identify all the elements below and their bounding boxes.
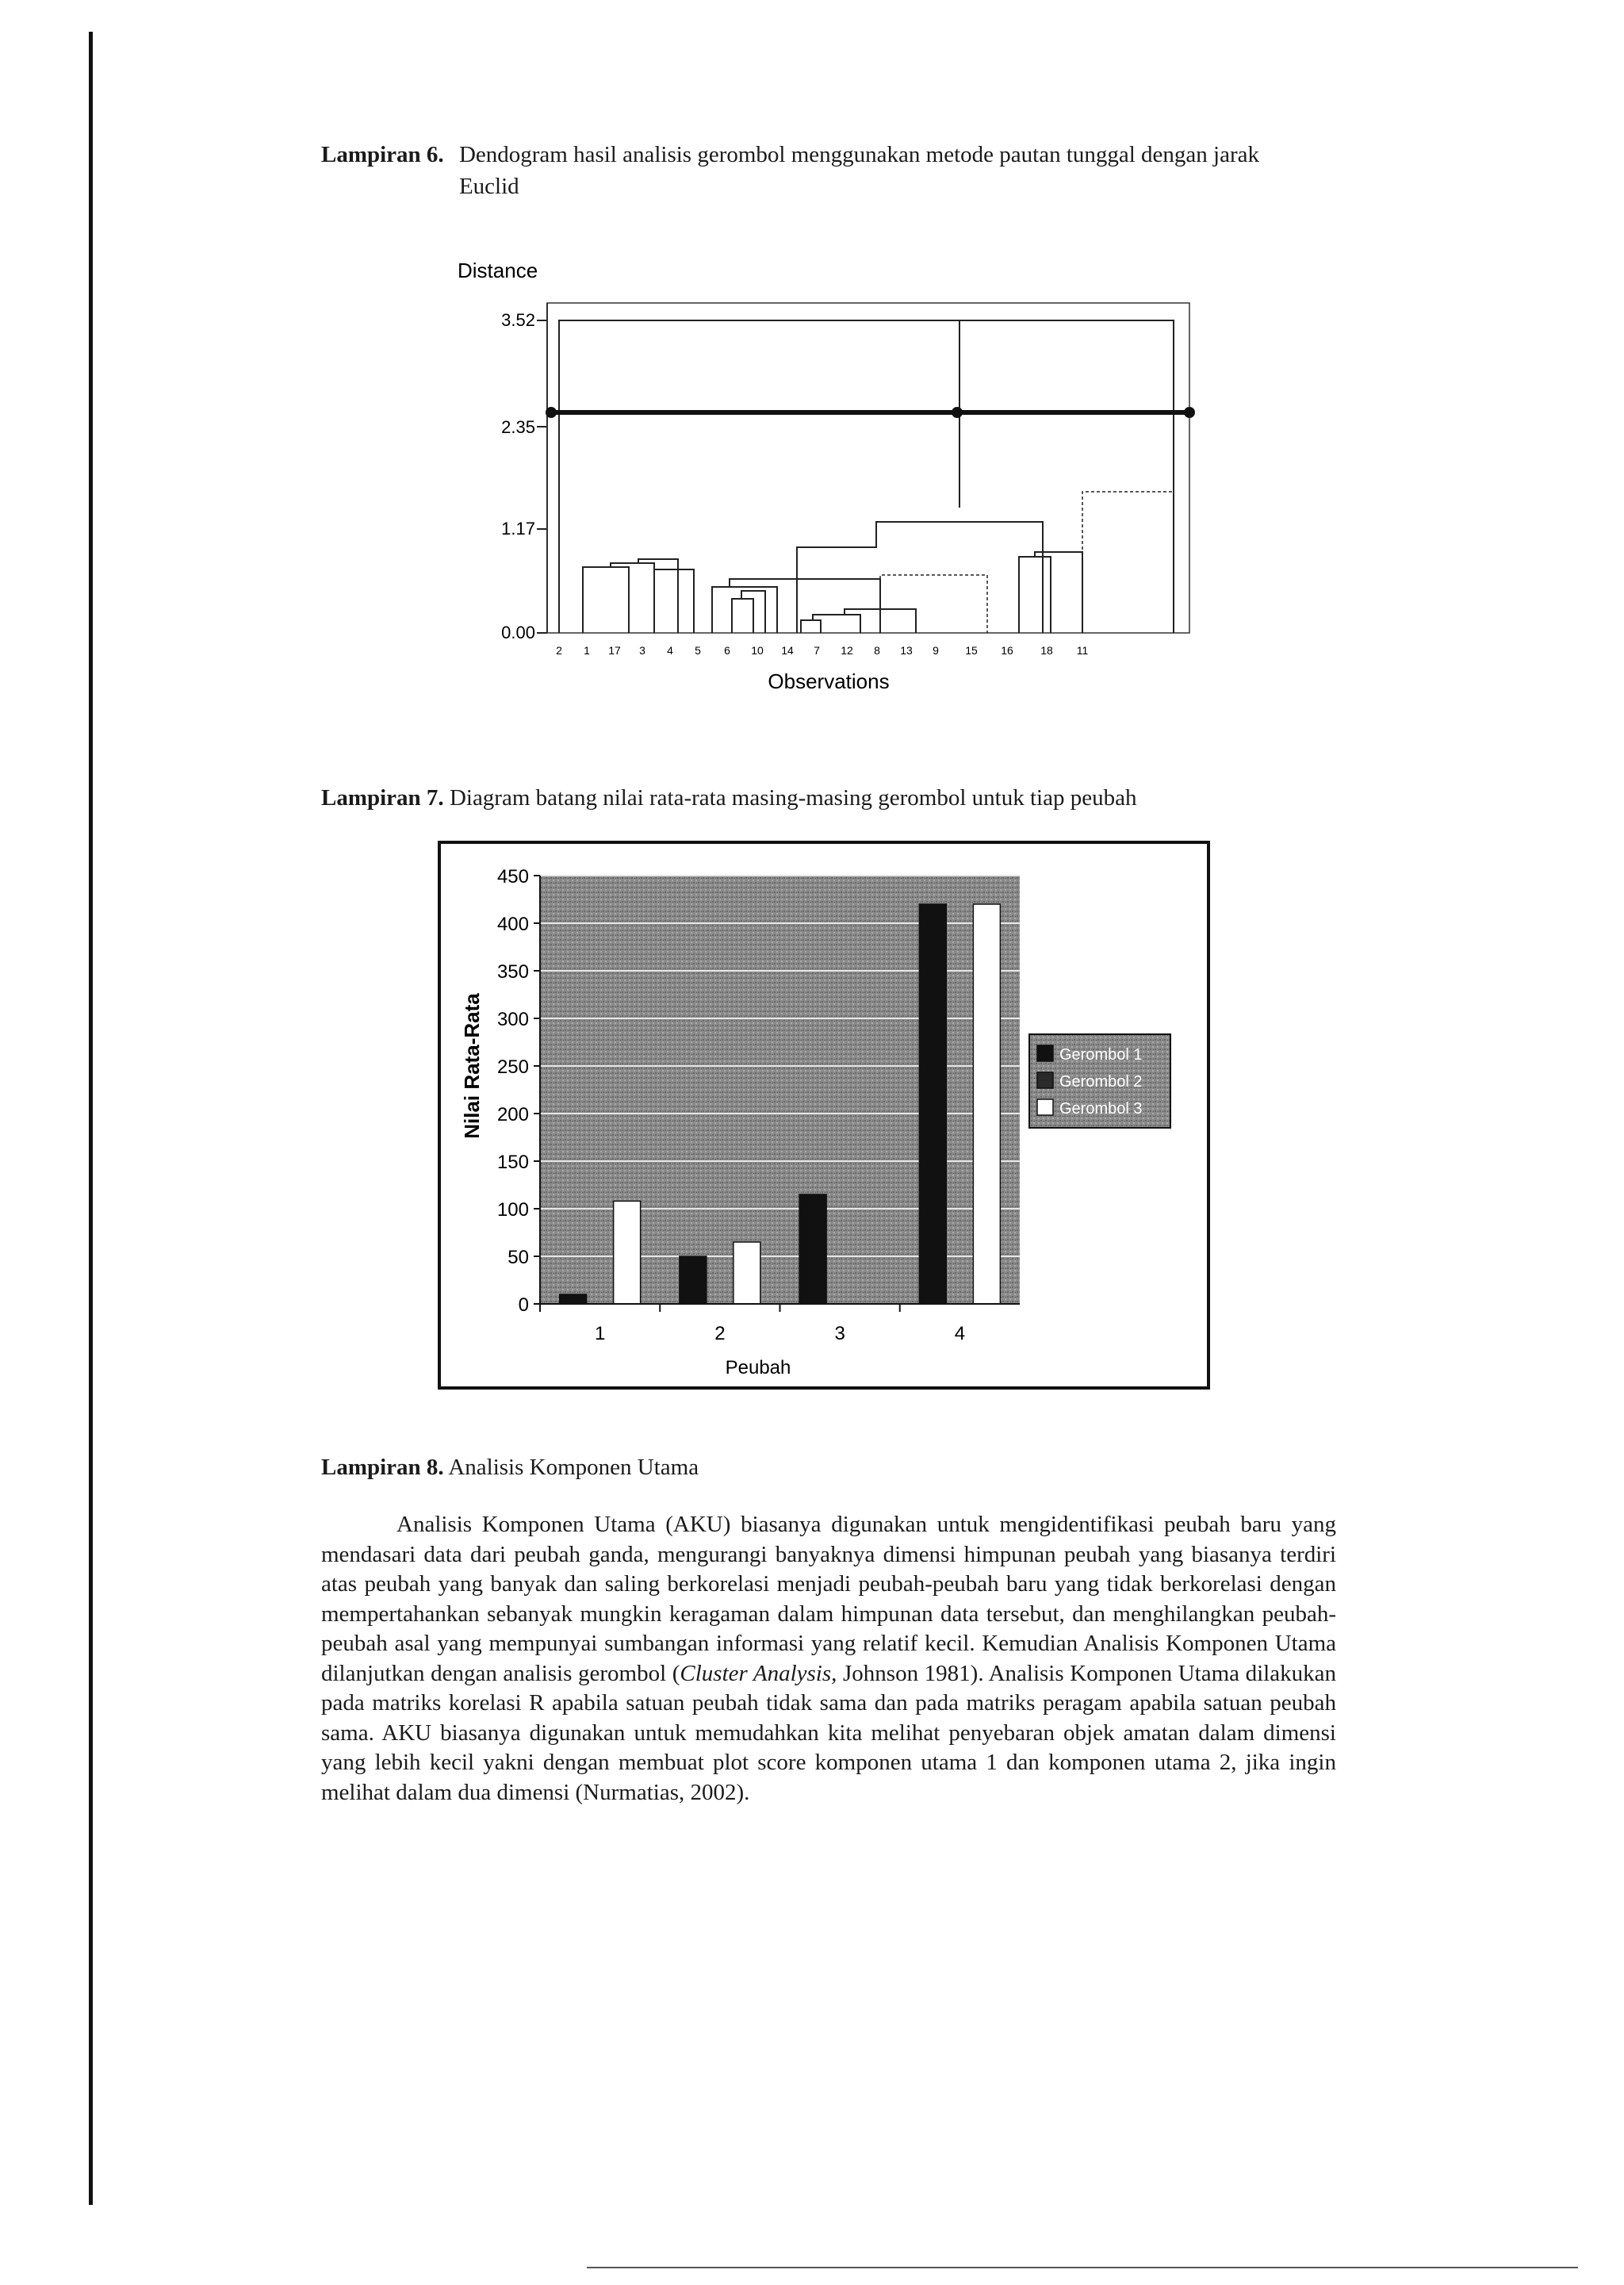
dendrogram-ytick: 0.00 (501, 623, 535, 642)
dendrogram-ytick: 3.52 (501, 310, 535, 330)
dendrogram-x-labels (556, 644, 1088, 657)
bar-gerombol-1 (680, 1256, 707, 1304)
observation-label: 11 (1076, 644, 1089, 657)
lampiran-7-label: Lampiran 7. (321, 785, 444, 811)
bar-gerombol-1 (919, 904, 946, 1304)
observation-label: 10 (751, 644, 764, 657)
dendrogram-ytick: 2.35 (501, 417, 535, 437)
observation-label: 5 (695, 644, 701, 657)
observation-label: 7 (814, 644, 820, 657)
y-tick-label: 450 (496, 866, 529, 888)
y-tick-label: 250 (496, 1056, 529, 1078)
lampiran-6-label: Lampiran 6. (321, 142, 444, 167)
cut-point (546, 407, 557, 418)
legend-swatch (1037, 1099, 1053, 1115)
bar-gerombol-3 (973, 904, 1000, 1304)
paragraph-part-1: Analisis Komponen Utama (AKU) biasanya digunakan untuk mengidentifikasi peubah baru yang mendasari data dari peubah ganda, mengurangi banyaknya dimensi himpunan peubah yang biasanya terdiri atas peubah yang banyak dan saling berkorelasi menjadi peubah-peubah baru yang tidak berkorelasi dengan mempertahankan sebanyak mungkin keragaman dalam himpunan data tersebut, dan menghilangkan peubah-peubah asal yang mempunyai sumbangan informasi yang relatif kecil. Kemudian Analisis Komponen Utama dilanjutkan dengan analisis gerombol ( (321, 1512, 1336, 1686)
x-tick-label: 1 (594, 1323, 606, 1344)
bar-chart-frame (438, 841, 1210, 1390)
y-tick-label: 100 (496, 1199, 529, 1221)
y-tick-label: 0 (518, 1294, 529, 1316)
y-tick-label: 300 (496, 1009, 529, 1030)
legend-label: Gerombol 2 (1059, 1073, 1143, 1091)
observation-label: 16 (1001, 644, 1013, 657)
legend-swatch (1037, 1045, 1053, 1061)
dendrogram-top-link (559, 320, 1174, 633)
cut-point (1184, 407, 1195, 418)
observation-label: 12 (841, 644, 853, 657)
bar-chart-xlabel: Peubah (725, 1357, 791, 1378)
x-tick-label: 4 (954, 1323, 966, 1344)
observation-label: 13 (900, 644, 913, 657)
paragraph-citation: Cluster Analysis, (680, 1660, 837, 1686)
lampiran-6-text: Dendogram hasil analisis gerombol menggunakan metode pautan tunggal dengan jarak Euclid (458, 142, 1260, 199)
legend-swatch (1037, 1072, 1053, 1088)
body-paragraph (321, 1510, 1336, 1808)
lampiran-8-caption (321, 1451, 699, 1483)
y-tick-label: 350 (496, 961, 529, 983)
observation-label: 6 (724, 644, 730, 657)
lampiran-8-label: Lampiran 8. (321, 1455, 444, 1480)
bar-gerombol-3 (614, 1201, 641, 1304)
bar-chart-legend (1029, 1034, 1170, 1128)
observation-label: 1 (584, 644, 590, 657)
x-tick-label: 3 (834, 1323, 845, 1344)
bar-chart (441, 844, 1207, 1386)
bar-gerombol-3 (733, 1242, 760, 1304)
scan-footer-line (587, 2267, 1578, 2268)
dendrogram-ytick: 1.17 (501, 519, 535, 539)
bar-chart-ylabel: Nilai Rata-Rata (460, 993, 484, 1139)
lampiran-7-text: Diagram batang nilai rata-rata masing-masing gerombol untuk tiap peubah (449, 785, 1137, 811)
dendrogram-frame (547, 303, 1189, 633)
observation-label: 9 (933, 644, 939, 657)
lampiran-8-text: Analisis Komponen Utama (448, 1455, 699, 1480)
legend-label: Gerombol 1 (1059, 1046, 1143, 1064)
cut-point (952, 407, 963, 418)
observation-label: 18 (1040, 644, 1053, 657)
y-tick-label: 200 (496, 1104, 529, 1125)
observation-label: 3 (639, 644, 645, 657)
observation-label: 2 (556, 644, 562, 657)
bar-gerombol-1 (799, 1194, 826, 1304)
scan-margin-line (89, 32, 93, 2205)
observation-label: 15 (965, 644, 978, 657)
dendrogram-xlabel: Observations (768, 669, 890, 693)
paragraph-part-2: Johnson 1981). Analisis Komponen Utama dilakukan pada matriks korelasi R apabila satuan peubah tidak sama dan pada matriks peragam apabila satuan peubah sama. AKU biasanya digunakan untuk memudahkan kita melihat penyebaran objek amatan dalam dimensi yang lebih kecil yakni dengan membuat plot score komponen utama 1 dan komponen utama 2, jika ingin melihat dalam dua dimensi (Nurmatias, 2002). (321, 1660, 1336, 1805)
y-tick-label: 50 (508, 1247, 529, 1268)
lampiran-6-caption (321, 139, 1336, 202)
dendrogram-ylabel: Distance (458, 259, 538, 282)
lampiran-7-caption (321, 782, 1352, 814)
plot-area (540, 876, 1020, 1304)
y-tick-label: 400 (496, 914, 529, 935)
x-tick-label: 2 (714, 1323, 726, 1344)
dendrogram-chart (448, 254, 1209, 714)
observation-label: 14 (781, 644, 794, 657)
observation-label: 17 (608, 644, 621, 657)
y-tick-label: 150 (496, 1152, 529, 1173)
legend-label: Gerombol 3 (1059, 1100, 1143, 1118)
observation-label: 8 (874, 644, 880, 657)
bar-gerombol-1 (560, 1294, 587, 1304)
observation-label: 4 (667, 644, 673, 657)
